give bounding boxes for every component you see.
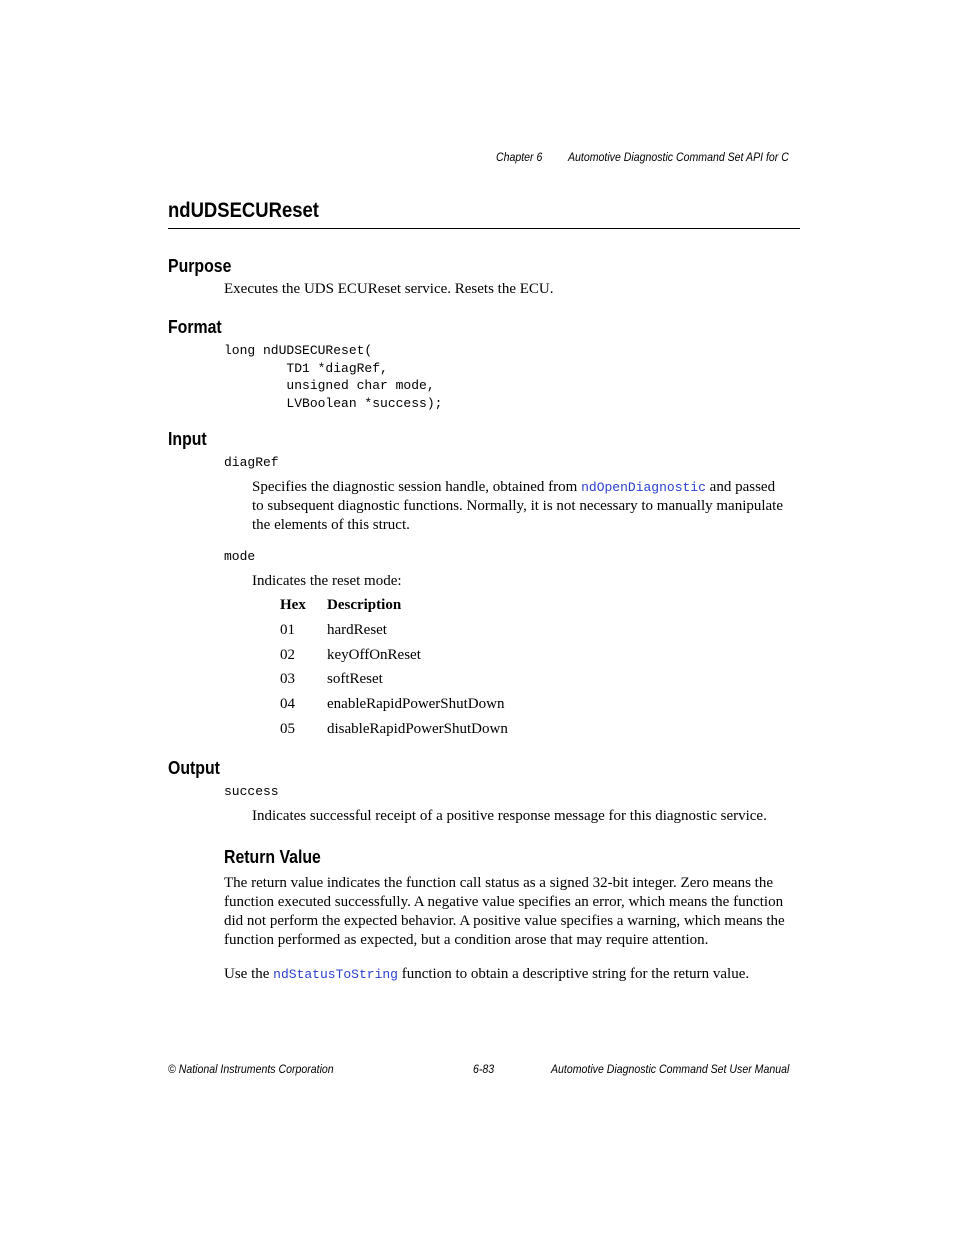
table-cell-hex: 02 xyxy=(280,647,295,663)
return-value-line: function performed as expected, but a condition arose that may require attention. xyxy=(224,932,709,948)
table-cell-description: enableRapidPowerShutDown xyxy=(327,696,505,712)
usage-text-pre: Use the xyxy=(224,966,274,982)
table-cell-description: hardReset xyxy=(327,622,387,638)
output-heading: Output xyxy=(168,758,220,778)
table-cell-hex: 04 xyxy=(280,696,295,712)
header-section: Automotive Diagnostic Command Set API for C xyxy=(568,150,789,164)
ndopendiagnostic-link[interactable]: ndOpenDiagnostic xyxy=(581,480,706,495)
table-cell-description: softReset xyxy=(327,671,383,687)
diagref-desc-text-post: and passed xyxy=(705,479,776,495)
param-diagref-desc-line1 xyxy=(252,478,812,497)
page-title: ndUDSECUReset xyxy=(168,199,319,222)
table-cell-hex: 01 xyxy=(280,622,295,638)
param-mode-name: mode xyxy=(224,549,256,564)
param-diagref-desc-line2: to subsequent diagnostic functions. Normally, it is not necessary to manually manipulate xyxy=(252,498,784,514)
purpose-heading: Purpose xyxy=(168,256,232,276)
diagref-desc-text: Specifies the diagnostic session handle, obtained from xyxy=(252,479,582,495)
table-cell-description: disableRapidPowerShutDown xyxy=(327,721,508,737)
ndstatustostring-link[interactable]: ndStatusToString xyxy=(273,967,398,982)
footer-copyright: © National Instruments Corporation xyxy=(168,1062,334,1076)
header-chapter: Chapter 6 xyxy=(496,150,543,164)
return-value-line: did not perform the expected behavior. A positive value specifies a warning, which means the xyxy=(224,913,785,929)
table-header-description: Description xyxy=(327,597,402,613)
table-cell-hex: 03 xyxy=(280,671,295,687)
param-diagref-desc-line3: the elements of this struct. xyxy=(252,517,410,533)
param-mode-description: Indicates the reset mode: xyxy=(252,573,402,589)
param-diagref-description xyxy=(252,478,812,535)
param-success-name: success xyxy=(224,784,279,799)
title-rule xyxy=(168,228,800,229)
return-value-usage xyxy=(224,965,814,984)
format-code: long ndUDSECUReset( TD1 *diagRef, unsigned char mode, LVBoolean *success); xyxy=(224,343,443,411)
return-value-heading: Return Value xyxy=(224,847,321,867)
footer-page-number: 6-83 xyxy=(473,1062,495,1076)
return-value-paragraph xyxy=(224,874,814,950)
table-header-hex: Hex xyxy=(280,597,306,613)
return-value-usage-line xyxy=(224,965,814,984)
footer-manual-title: Automotive Diagnostic Command Set User Manual xyxy=(551,1062,790,1076)
param-success-description: Indicates successful receipt of a positive response message for this diagnostic service. xyxy=(252,808,767,824)
input-heading: Input xyxy=(168,429,207,449)
table-cell-hex: 05 xyxy=(280,721,295,737)
purpose-text: Executes the UDS ECUReset service. Resets the ECU. xyxy=(224,281,554,297)
usage-text-post: function to obtain a descriptive string for the return value. xyxy=(397,966,750,982)
table-cell-description: keyOffOnReset xyxy=(327,647,421,663)
return-value-line: function executed successfully. A negative value specifies an error, which means the function xyxy=(224,894,784,910)
return-value-line: The return value indicates the function call status as a signed 32-bit integer. Zero means the xyxy=(224,875,773,891)
param-diagref-name: diagRef xyxy=(224,455,279,470)
format-heading: Format xyxy=(168,317,222,337)
